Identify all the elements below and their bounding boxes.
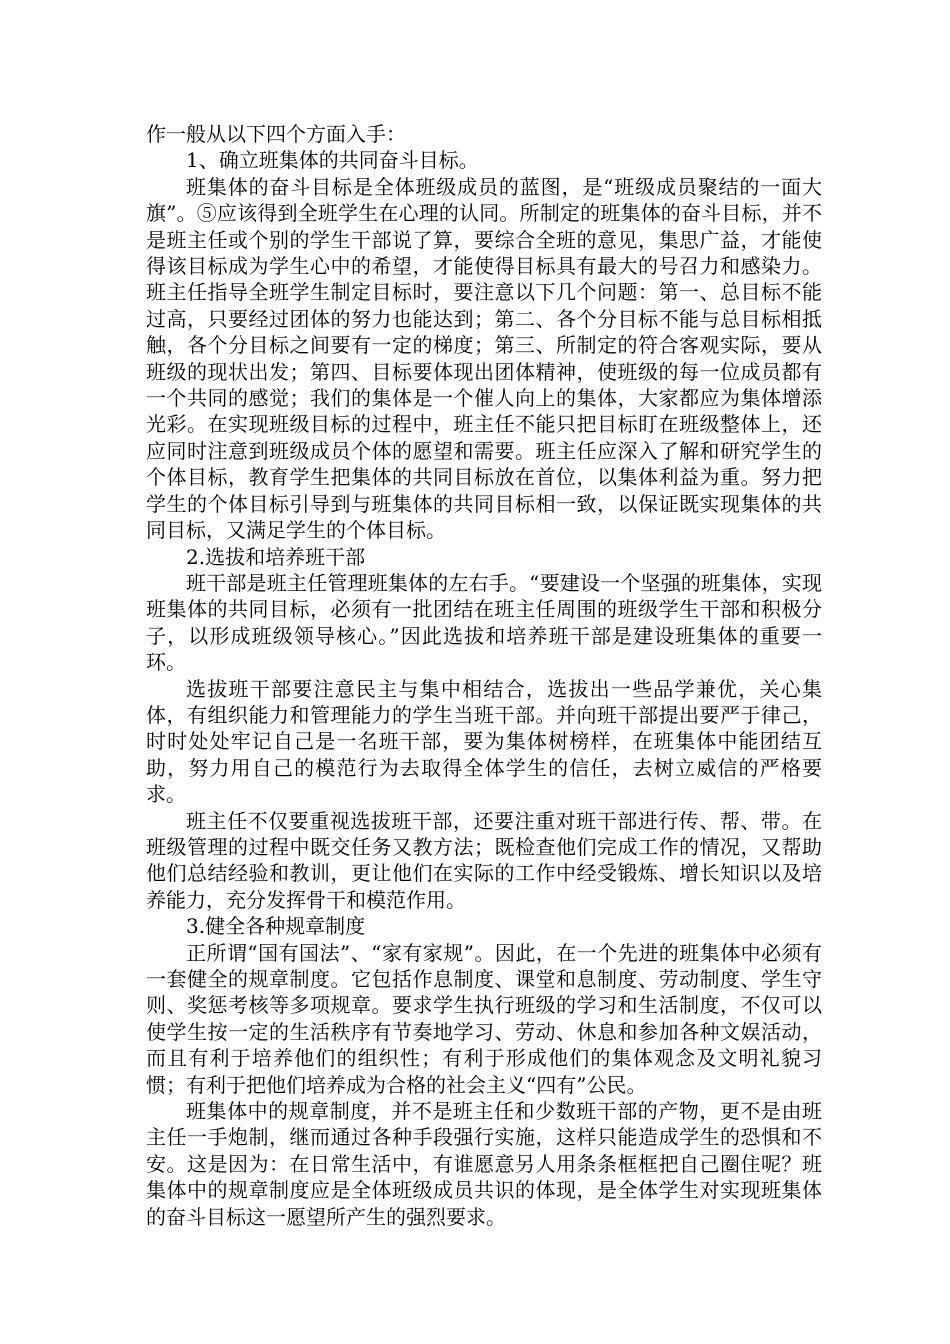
document-body: [146, 121, 822, 1230]
paragraph-cadre-training: 班主任不仅要重视选拔班干部，还要注重对班干部进行传、帮、带。在班级管理的过程中既交任务又教方法；既检查他们完成工作的情况，又帮助他们总结经验和教训，更让他们在实际的工作中经受锻炼、增长知识以及培养能力，充分发挥骨干和模范作用。: [146, 808, 822, 912]
paragraph-cadre-selection: 选拔班干部要注意民主与集中相结合，选拔出一些品学兼优，关心集体，有组织能力和管理能力的学生当班干部。并向班干部提出要严于律己，时时处处牢记自己是一名班干部，要为集体树榜样，在班集体中能团结互助，努力用自己的模范行为去取得全体学生的信任，去树立威信的严格要求。: [146, 676, 822, 807]
paragraph-common-goal: 班集体的奋斗目标是全体班级成员的蓝图，是“班级成员聚结的一面大旗”。⑤应该得到全班学生在心理的认同。所制定的班集体的奋斗目标，并不是班主任或个别的学生干部说了算，要综合全班的意见，集思广益，才能使得该目标成为学生心中的希望，才能使得目标具有最大的号召力和感染力。班主任指导全班学生制定目标时，要注意以下几个问题：第一、总目标不能过高，只要经过团体的努力也能达到；第二、各个分目标不能与总目标相抵触，各个分目标之间要有一定的梯度；第三、所制定的符合客观实际，要从班级的现状出发；第四、目标要体现出团体精神，使班级的每一位成员都有一个共同的感觉；我们的集体是一个催人向上的集体，大家都应为集体增添光彩。在实现班级目标的过程中，班主任不能只把目标盯在班级整体上，还应同时注意到班级成员个体的愿望和需要。班主任应深入了解和研究学生的个体目标，教育学生把集体的共同目标放在首位，以集体利益为重。努力把学生的个体目标引导到与班集体的共同目标相一致，以保证既实现集体的共同目标，又满足学生的个体目标。: [146, 174, 822, 543]
paragraph-rules-system: 正所谓“国有国法”、“家有家规”。因此，在一个先进的班集体中必须有一套健全的规章制度。它包括作息制度、课堂和息制度、劳动制度、学生守则、奖惩考核等多项规章。要求学生执行班级的学习和生活制度，不仅可以使学生按一定的生活秩序有节奏地学习、劳动、休息和参加各种文娱活动，而且有利于培养他们的组织性；有利于形成他们的集体观念及文明礼貌习惯；有利于把他们培养成为合格的社会主义“四有”公民。: [146, 940, 822, 1097]
paragraph-intro-continuation: 作一般从以下四个方面入手：: [146, 122, 406, 146]
paragraph-rules-consensus: 班集体中的规章制度，并不是班主任和少数班干部的产物，更不是由班主任一手炮制，继而通过各种手段强行实施，这样只能造成学生的恐惧和不安。这是因为：在日常生活中，有谁愿意另人用条条框框把自己圈住呢？班集体中的规章制度应是全体班级成员共识的体现，是全体学生对实现班集体的奋斗目标这一愿望所产生的强烈要求。: [146, 1099, 822, 1229]
heading-class-cadres: 2.选拔和培养班干部: [186, 544, 366, 569]
heading-common-goal: 1、确立班集体的共同奋斗目标。: [186, 148, 479, 173]
paragraph-class-cadres-role: 班干部是班主任管理班集体的左右手。“要建设一个坚强的班集体，实现班集体的共同目标，必须有一批团结在班主任周围的班级学生干部和积极分子，以形成班级领导核心。”因此选拔和培养班干部是建设班集体的重要一环。: [146, 570, 822, 675]
heading-rules-system: 3.健全各种规章制度: [186, 914, 366, 939]
